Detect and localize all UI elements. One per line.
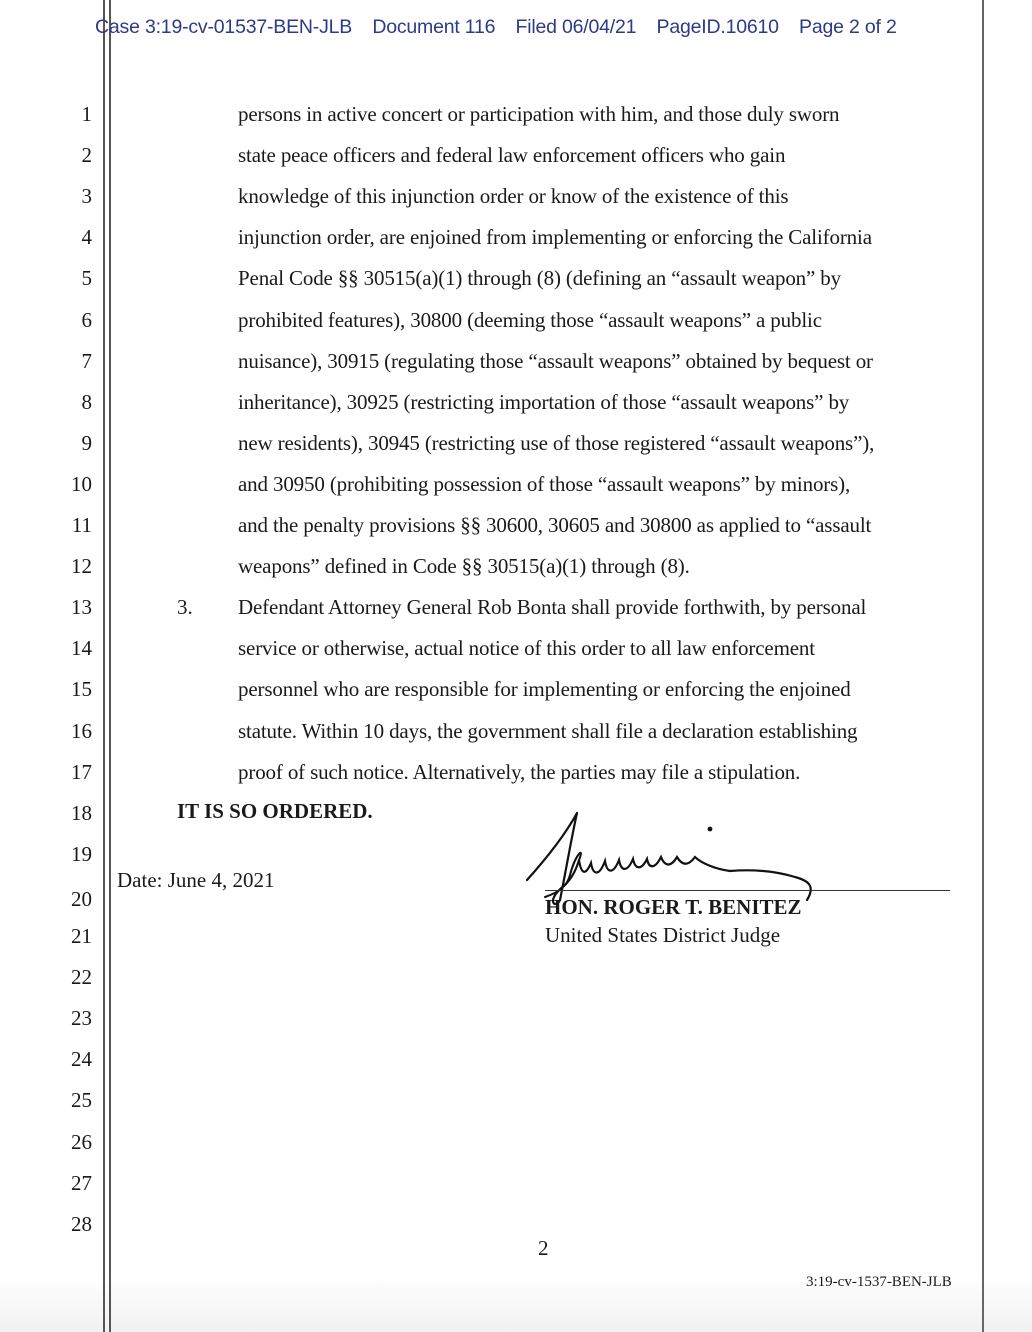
line-number: 6 [81, 307, 92, 332]
line-number: 17 [71, 759, 92, 784]
body-line: inheritance), 30925 (restricting importation of those “assault weapons” by [238, 389, 850, 414]
so-ordered: IT IS SO ORDERED. [177, 799, 373, 823]
body-line: service or otherwise, actual notice of this order to all law enforcement [238, 636, 815, 661]
line-number: 9 [81, 430, 92, 455]
line-number: 12 [71, 554, 92, 579]
line-number: 1 [81, 102, 92, 126]
line-number: 4 [81, 225, 92, 250]
body-line: statute. Within 10 days, the government shall file a declaration establishing [238, 718, 858, 743]
body-line: personnel who are responsible for implementing or enforcing the enjoined [238, 677, 851, 702]
line-number: 19 [71, 841, 92, 866]
line-number: 25 [71, 1088, 92, 1113]
judge-name: HON. ROGER T. BENITEZ [545, 895, 802, 919]
line-number: 3 [81, 184, 92, 209]
body-line: injunction order, are enjoined from implementing or enforcing the California [238, 225, 872, 250]
line-number: 18 [71, 800, 92, 825]
body-line: Defendant Attorney General Rob Bonta shall provide forthwith, by personal [238, 595, 867, 620]
body-line: new residents), 30945 (restricting use of those registered “assault weapons”), [238, 430, 875, 455]
line-number: 15 [71, 677, 92, 702]
body-line: prohibited features), 30800 (deeming those “assault weapons” a public [238, 307, 822, 332]
body-line: proof of such notice. Alternatively, the parties may file a stipulation. [238, 759, 801, 784]
line-number: 5 [81, 266, 92, 291]
line-number: 28 [71, 1211, 92, 1236]
line-number: 27 [71, 1170, 92, 1195]
line-number: 26 [71, 1129, 92, 1154]
body-line: nuisance), 30915 (regulating those “assault weapons” obtained by bequest or [238, 348, 873, 373]
body-line: knowledge of this injunction order or know of the existence of this [238, 184, 789, 209]
header-page-id: PageID.10610 [656, 16, 779, 38]
line-number: 2 [81, 143, 92, 168]
paragraph-number: 3. [177, 595, 193, 619]
judge-title: United States District Judge [545, 923, 781, 947]
line-number: 8 [81, 389, 92, 414]
footer-case-number: 3:19-cv-1537-BEN-JLB [806, 1274, 952, 1290]
line-number: 24 [71, 1047, 92, 1072]
footer-page-number: 2 [538, 1236, 549, 1260]
line-number: 14 [71, 636, 92, 661]
right-margin-rule [982, 0, 984, 1332]
line-number: 10 [71, 471, 92, 496]
line-number: 11 [71, 513, 92, 537]
header-case: Case 3:19-cv-01537-BEN-JLB [95, 16, 353, 38]
line-number: 13 [71, 595, 92, 620]
line-number: 16 [71, 718, 92, 743]
line-number: 21 [71, 924, 92, 948]
body-line: persons in active concert or participation with him, and those duly sworn [238, 102, 840, 126]
body-line: and the penalty provisions §§ 30600, 30605 and 30800 as applied to “assault [238, 513, 872, 537]
line-number: 23 [71, 1006, 92, 1031]
header-page: Page 2 of 2 [799, 16, 897, 38]
body-line: state peace officers and federal law enforcement officers who gain [238, 143, 786, 168]
left-margin-rule-outer [103, 0, 105, 1332]
body-line: and 30950 (prohibiting possession of those “assault weapons” by minors), [238, 471, 851, 496]
order-date: Date: June 4, 2021 [117, 868, 275, 892]
line-number: 22 [71, 965, 92, 990]
ecf-header [95, 16, 912, 39]
line-number: 7 [81, 348, 92, 373]
body-line: weapons” defined in Code §§ 30515(a)(1) through (8). [238, 554, 690, 579]
signature-line [545, 890, 950, 891]
line-number: 20 [71, 886, 92, 911]
body-line: Penal Code §§ 30515(a)(1) through (8) (defining an “assault weapon” by [238, 266, 841, 291]
header-filed: Filed 06/04/21 [515, 16, 637, 38]
header-document: Document 116 [372, 16, 496, 38]
left-margin-rule-inner [109, 0, 111, 1332]
